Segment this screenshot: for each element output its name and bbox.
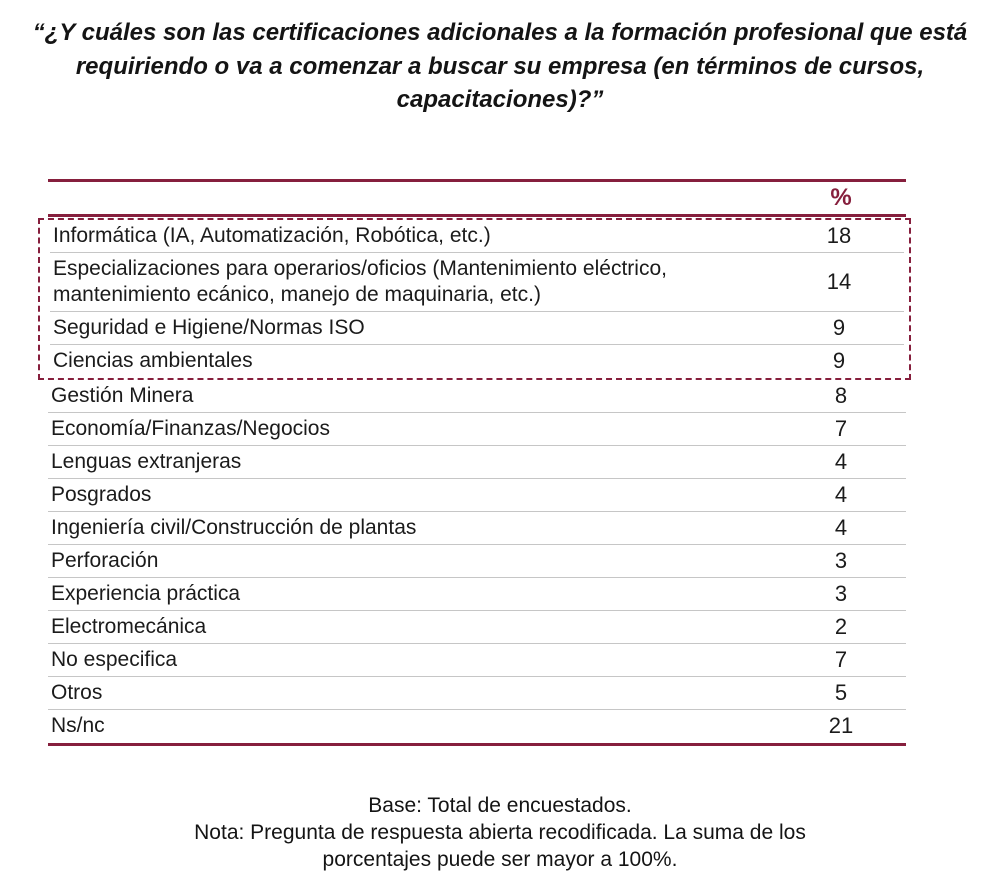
row-label: Seguridad e Higiene/Normas ISO	[53, 315, 365, 339]
table-row	[50, 345, 904, 378]
row-label: Gestión Minera	[51, 383, 194, 407]
footer-notes	[0, 792, 1000, 874]
table-row	[48, 479, 906, 512]
table-header-row	[48, 179, 906, 217]
row-label: Informática (IA, Automatización, Robótica, etc.)	[53, 223, 491, 247]
row-label: Experiencia práctica	[51, 581, 241, 605]
table-row	[50, 220, 904, 253]
row-value: 5	[834, 679, 848, 705]
table-row	[50, 312, 904, 345]
row-value: 14	[826, 268, 852, 294]
row-value: 4	[834, 514, 848, 540]
table-row	[50, 253, 904, 312]
row-value: 7	[834, 646, 848, 672]
row-label: Especializaciones para operarios/oficios (Mantenimiento eléctrico, mantenimiento ecánico, manejo de maquinaria, etc.)	[53, 256, 667, 306]
table-row	[48, 446, 906, 479]
row-value: 21	[828, 713, 854, 739]
table-row	[48, 710, 906, 743]
row-label: Lenguas extranjeras	[51, 449, 242, 473]
row-label: Ingeniería civil/Construcción de plantas	[51, 515, 417, 539]
table-row	[48, 545, 906, 578]
table-row	[48, 413, 906, 446]
table-row	[48, 644, 906, 677]
table-body	[48, 380, 906, 743]
row-label: Economía/Finanzas/Negocios	[51, 416, 330, 440]
row-label: Ciencias ambientales	[53, 349, 253, 373]
table-row	[48, 677, 906, 710]
table-row	[48, 578, 906, 611]
row-label: Perforación	[51, 548, 159, 572]
row-value: 18	[826, 222, 852, 248]
row-value: 3	[834, 547, 848, 573]
row-value: 2	[834, 613, 848, 639]
table-row	[48, 512, 906, 545]
row-label: Posgrados	[51, 482, 152, 506]
table-row	[48, 611, 906, 644]
table-row	[48, 380, 906, 413]
row-value: 9	[832, 348, 846, 374]
highlighted-rows-box	[38, 218, 911, 380]
row-value: 4	[834, 448, 848, 474]
row-label: No especifica	[51, 647, 178, 671]
survey-question-title: “¿Y cuáles son las certificaciones adicionales a la formación profesional que está requiriendo o va a comenzar a buscar su empresa (en términos de cursos, capacitaciones)?”	[32, 19, 968, 114]
row-label: Otros	[51, 680, 103, 704]
row-label: Electromecánica	[51, 614, 207, 638]
row-value: 3	[834, 580, 848, 606]
row-value: 8	[834, 382, 848, 408]
row-value: 9	[832, 314, 846, 340]
footer-note-text: Nota: Pregunta de respuesta abierta recodificada. La suma de los porcentajes puede ser mayor a 100%.	[194, 821, 806, 872]
row-value: 4	[834, 481, 848, 507]
row-label: Ns/nc	[51, 714, 105, 738]
results-table	[48, 179, 906, 746]
row-value: 7	[834, 415, 848, 441]
footer-base-text: Base: Total de encuestados.	[368, 793, 632, 817]
percent-column-header: %	[830, 183, 852, 211]
